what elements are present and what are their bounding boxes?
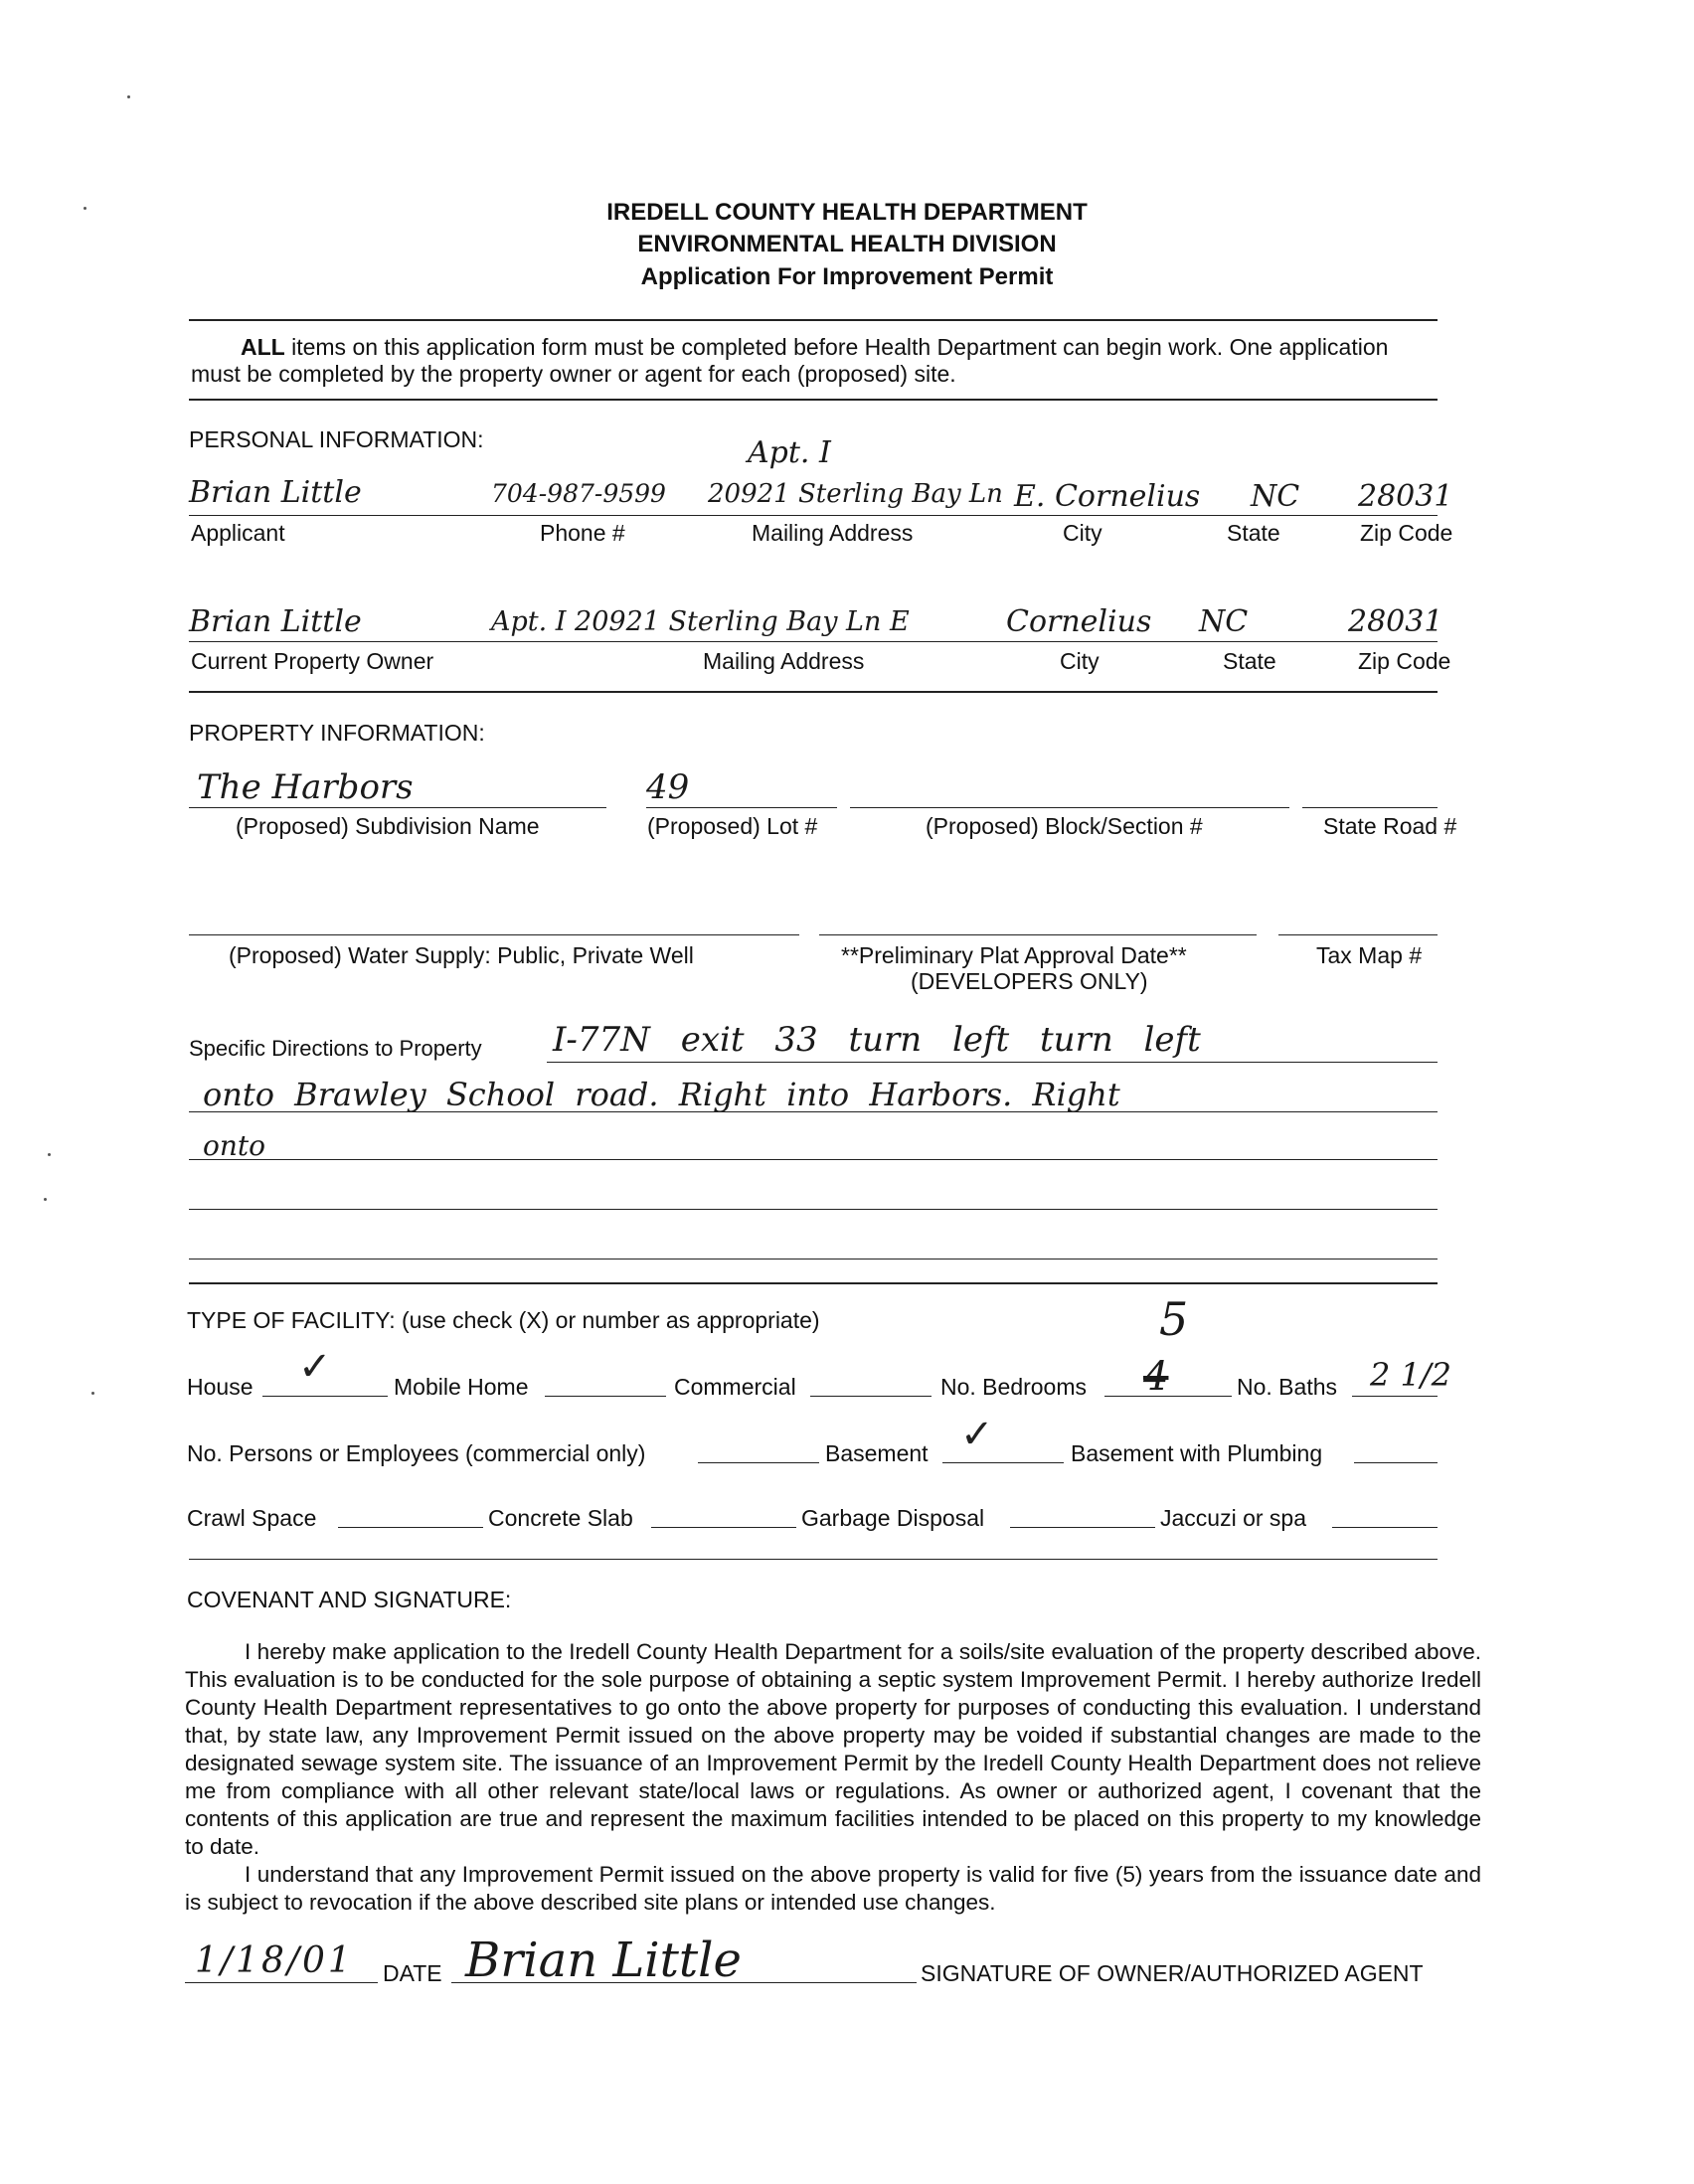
commercial-line [810,1396,932,1397]
mobile-home-line [545,1396,666,1397]
baths-label: No. Baths [1237,1374,1337,1400]
date-line [185,1982,378,1983]
baths-value: 2 1/2 [1370,1356,1452,1394]
applicant-label: Applicant [191,520,285,546]
garbage-disposal-label: Garbage Disposal [801,1505,985,1531]
applicant-zip: 28031 [1358,479,1453,514]
date-label: DATE [383,1960,442,1986]
directions-label: Specific Directions to Property [189,1036,482,1061]
owner-zip-label: Zip Code [1358,648,1451,674]
applicant-name: Brian Little [189,475,362,510]
header-division: ENVIRONMENTAL HEALTH DIVISION [637,231,1057,257]
subdivision-label: (Proposed) Subdivision Name [236,813,540,839]
subdivision-line [189,807,606,808]
divider [189,319,1438,321]
garbage-disposal-line [1010,1527,1155,1528]
bedrooms-struck-value: 4 [1143,1354,1169,1400]
intro-text-1: items on this application form must be completed before Health Department can begin work. One application [284,334,1389,360]
owner-label: Current Property Owner [191,648,434,674]
divider [189,691,1438,693]
house-line [262,1396,388,1397]
house-checkmark-icon: ✓ [298,1345,332,1389]
signature-label: SIGNATURE OF OWNER/AUTHORIZED AGENT [921,1960,1424,1986]
basement-plumbing-line [1354,1462,1438,1463]
road-label: State Road # [1323,813,1457,839]
directions-line-2: onto Brawley School road. Right into Harbors. Right [203,1076,1120,1113]
directions-rule-2 [189,1111,1438,1112]
bedrooms-label: No. Bedrooms [940,1374,1088,1400]
lot-line [646,807,837,808]
directions-rule-3 [189,1159,1438,1160]
block-line [850,807,1289,808]
property-section-heading: PROPERTY INFORMATION: [189,720,485,746]
lot-value: 49 [646,767,690,807]
block-label: (Proposed) Block/Section # [926,813,1203,839]
directions-rule-1 [547,1062,1438,1063]
concrete-slab-label: Concrete Slab [488,1505,633,1531]
water-label: (Proposed) Water Supply: Public, Private Well [229,942,694,968]
house-label: House [187,1374,254,1400]
owner-signature: Brian Little [465,1932,742,1988]
basement-checkmark-icon: ✓ [960,1413,994,1456]
signature-line [451,1982,917,1983]
date-value: 1/18/01 [195,1940,354,1981]
phone-label: Phone # [540,520,625,546]
directions-line-3: onto [203,1129,265,1162]
developers-only-label: (DEVELOPERS ONLY) [911,968,1148,994]
owner-line [189,641,1438,642]
owner-address: Apt. I 20921 Sterling Bay Ln E [491,606,910,637]
commercial-label: Commercial [674,1374,796,1400]
owner-state: NC [1199,604,1249,639]
directions-line-1: I-77N exit 33 turn left turn left [553,1020,1201,1060]
owner-city-label: City [1060,648,1100,674]
owner-mailing-label: Mailing Address [703,648,865,674]
covenant-heading: COVENANT AND SIGNATURE: [187,1587,512,1612]
intro-line-1 [241,334,1388,361]
jacuzzi-label: Jaccuzi or spa [1160,1505,1307,1531]
water-line [189,934,799,935]
concrete-slab-line [651,1527,796,1528]
applicant-line [189,515,1438,516]
city-label: City [1063,520,1102,546]
covenant-paragraph-2: I understand that any Improvement Permit issued on the above property is valid for five (5) years from the issuance date and is subject to revocation if the above described site plans or intended use changes. [185,1862,1481,1915]
road-line [1302,807,1438,808]
directions-rule-5 [189,1259,1438,1260]
lot-label: (Proposed) Lot # [647,813,818,839]
applicant-apt: Apt. I [748,435,831,470]
applicant-address: 20921 Sterling Bay Ln [708,479,1003,509]
taxmap-line [1278,934,1438,935]
owner-city: Cornelius [1006,604,1152,639]
owner-state-label: State [1223,648,1276,674]
header-title: IREDELL COUNTY HEALTH DEPARTMENT [606,199,1088,226]
zip-label: Zip Code [1360,520,1453,546]
persons-line [698,1462,819,1463]
personal-section-heading: PERSONAL INFORMATION: [189,426,484,452]
plat-line [819,934,1257,935]
intro-line-2: must be completed by the property owner or agent for each (proposed) site. [191,361,956,387]
intro-bold: ALL [241,334,285,360]
directions-rule-4 [189,1209,1438,1210]
mailing-address-label: Mailing Address [752,520,914,546]
applicant-phone: 704-987-9599 [491,479,666,508]
owner-name: Brian Little [189,604,362,639]
crawl-space-line [338,1527,483,1528]
bedrooms-value: 5 [1159,1292,1189,1346]
basement-line [942,1462,1064,1463]
facility-heading: TYPE OF FACILITY: (use check (X) or number as appropriate) [187,1307,820,1333]
covenant-paragraph-1: I hereby make application to the Iredell County Health Department for a soils/site evaluation of the property described above. This evaluation is to be conducted for the sole purpose of obtaining a septic system Improvement Permit. I hereby authorize Iredell County Health Department representatives to go onto the above property for purposes of conducting this evaluation. I understand that, by state law, any Improvement Permit issued on the above property may be voided if substantial changes are made to the designated sewage system site. The issuance of an Improvement Permit by the Iredell County Health Department does not relieve me from compliance with all other relevant state/local laws or regulations. As owner or authorized agent, I covenant that the contents of this application are true and represent the maximum facilities intended to be placed on this property to my knowledge to date. [185,1639,1481,1859]
plat-label: **Preliminary Plat Approval Date** [841,942,1187,968]
crawl-space-label: Crawl Space [187,1505,317,1531]
taxmap-label: Tax Map # [1316,942,1423,968]
subdivision-value: The Harbors [197,767,414,807]
applicant-city: E. Cornelius [1014,479,1201,514]
applicant-state: NC [1251,479,1300,514]
divider [189,399,1438,401]
jacuzzi-line [1332,1527,1438,1528]
divider [189,1282,1438,1284]
owner-zip: 28031 [1348,604,1443,639]
basement-label: Basement [825,1440,929,1466]
mobile-home-label: Mobile Home [394,1374,529,1400]
basement-plumbing-label: Basement with Plumbing [1071,1440,1323,1466]
baths-line [1352,1396,1438,1397]
persons-label: No. Persons or Employees (commercial only) [187,1440,646,1466]
state-label: State [1227,520,1280,546]
divider [189,1559,1438,1560]
header-form-name: Application For Improvement Permit [640,263,1054,290]
